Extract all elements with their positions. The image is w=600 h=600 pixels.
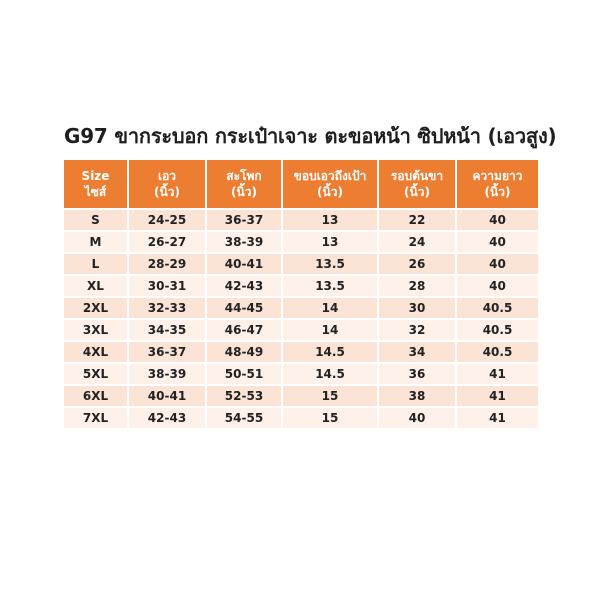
cell-thigh: 28 [378, 275, 456, 297]
cell-length: 40 [456, 253, 538, 275]
cell-rise: 13 [282, 209, 378, 231]
table-row [64, 341, 538, 363]
cell-length: 41 [456, 407, 538, 429]
cell-thigh: 26 [378, 253, 456, 275]
size-chart-table [64, 160, 538, 430]
header-waist: เอว (นิ้ว) [128, 160, 206, 209]
cell-waist: 36-37 [128, 341, 206, 363]
cell-length: 40.5 [456, 297, 538, 319]
cell-hip: 44-45 [206, 297, 282, 319]
table-row [64, 319, 538, 341]
cell-waist: 42-43 [128, 407, 206, 429]
cell-thigh: 22 [378, 209, 456, 231]
cell-waist: 30-31 [128, 275, 206, 297]
cell-rise: 15 [282, 385, 378, 407]
table-header-row [64, 160, 538, 209]
header-rise: ขอบเอวถึงเป้า (นิ้ว) [282, 160, 378, 209]
cell-size: 6XL [64, 385, 128, 407]
cell-thigh: 32 [378, 319, 456, 341]
cell-size: L [64, 253, 128, 275]
cell-length: 41 [456, 363, 538, 385]
cell-hip: 54-55 [206, 407, 282, 429]
cell-size: 5XL [64, 363, 128, 385]
page-title: G97 ขากระบอก กระเป๋าเจาะ ตะขอหน้า ซิปหน้า (เอวสูง) [64, 124, 557, 148]
cell-hip: 48-49 [206, 341, 282, 363]
cell-hip: 52-53 [206, 385, 282, 407]
cell-rise: 13 [282, 231, 378, 253]
cell-rise: 15 [282, 407, 378, 429]
cell-thigh: 38 [378, 385, 456, 407]
cell-thigh: 40 [378, 407, 456, 429]
cell-size: 3XL [64, 319, 128, 341]
header-size: Size ไซส์ [64, 160, 128, 209]
cell-waist: 26-27 [128, 231, 206, 253]
cell-thigh: 30 [378, 297, 456, 319]
cell-hip: 50-51 [206, 363, 282, 385]
cell-length: 41 [456, 385, 538, 407]
table-row [64, 231, 538, 253]
table-row [64, 385, 538, 407]
table-row [64, 209, 538, 231]
cell-size: M [64, 231, 128, 253]
cell-size: XL [64, 275, 128, 297]
cell-waist: 32-33 [128, 297, 206, 319]
cell-waist: 38-39 [128, 363, 206, 385]
cell-length: 40.5 [456, 341, 538, 363]
cell-size: 7XL [64, 407, 128, 429]
table-row [64, 275, 538, 297]
cell-waist: 28-29 [128, 253, 206, 275]
cell-size: S [64, 209, 128, 231]
cell-hip: 38-39 [206, 231, 282, 253]
cell-length: 40.5 [456, 319, 538, 341]
cell-hip: 42-43 [206, 275, 282, 297]
header-length: ความยาว (นิ้ว) [456, 160, 538, 209]
cell-length: 40 [456, 231, 538, 253]
header-thigh: รอบต้นขา (นิ้ว) [378, 160, 456, 209]
cell-thigh: 24 [378, 231, 456, 253]
table-row [64, 407, 538, 429]
cell-length: 40 [456, 275, 538, 297]
cell-rise: 14.5 [282, 341, 378, 363]
table-row [64, 363, 538, 385]
cell-rise: 14.5 [282, 363, 378, 385]
cell-size: 2XL [64, 297, 128, 319]
cell-size: 4XL [64, 341, 128, 363]
cell-length: 40 [456, 209, 538, 231]
cell-waist: 24-25 [128, 209, 206, 231]
cell-rise: 14 [282, 319, 378, 341]
cell-waist: 34-35 [128, 319, 206, 341]
cell-rise: 13.5 [282, 275, 378, 297]
table-row [64, 253, 538, 275]
cell-hip: 36-37 [206, 209, 282, 231]
cell-hip: 40-41 [206, 253, 282, 275]
header-hip: สะโพก (นิ้ว) [206, 160, 282, 209]
cell-thigh: 36 [378, 363, 456, 385]
cell-waist: 40-41 [128, 385, 206, 407]
cell-hip: 46-47 [206, 319, 282, 341]
cell-rise: 14 [282, 297, 378, 319]
table-row [64, 297, 538, 319]
cell-thigh: 34 [378, 341, 456, 363]
cell-rise: 13.5 [282, 253, 378, 275]
